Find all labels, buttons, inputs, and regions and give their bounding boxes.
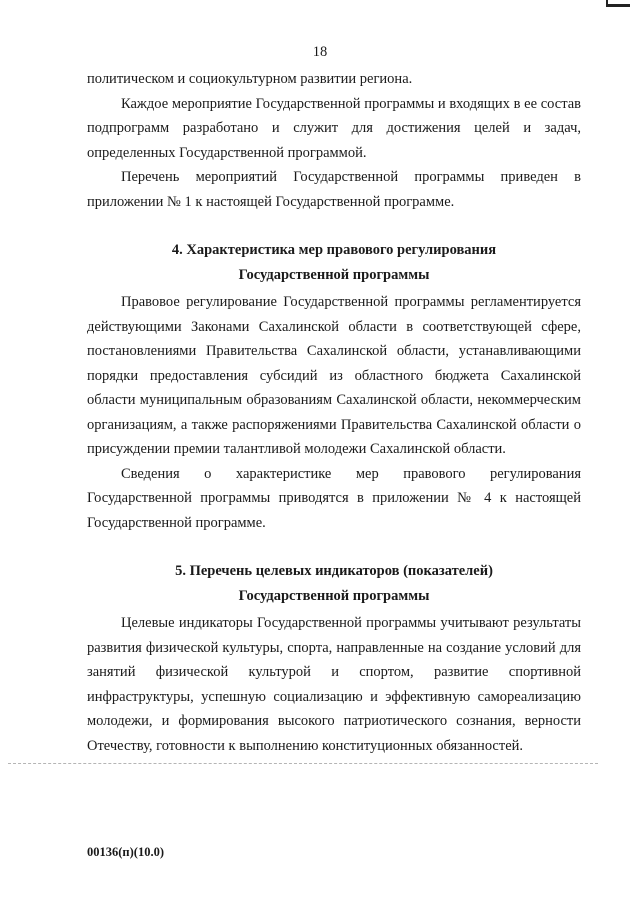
section-5-paragraph-indicators: Целевые индикаторы Государственной программы учитывают результаты развития физической культуры, спорта, направленные на создание условий для занятий физической культурой и спортом, развитие спортивной инфраструктуры, успешную социализацию и эффективную самореализацию молодежи, и формирования высокого патриотического сознания, верности Отечеству, готовности к выполнению конституционных обязанностей. <box>87 615 581 754</box>
section-5-title-line1: 5. Перечень целевых индикаторов (показателей) <box>175 563 493 579</box>
paragraph-continuation: политическом и социокультурном развитии региона. <box>87 71 413 87</box>
section-4-title-line1: 4. Характеристика мер правового регулирования <box>171 242 497 258</box>
section-4 <box>87 238 581 535</box>
page-corner-mark <box>606 0 630 7</box>
document-code: 00136(п)(10.0) <box>87 845 164 859</box>
section-5-title-line2: Государственной программы <box>238 587 430 604</box>
paragraph-activities: Каждое мероприятие Государственной программы и входящих в ее состав подпрограмм разработано и служит для достижения целей и задач, определенных Государственной программой. <box>87 95 581 161</box>
section-4-title-line2: Государственной программы <box>238 266 430 283</box>
section-5 <box>87 559 581 758</box>
scan-artifact-line <box>8 763 598 764</box>
document-body <box>87 67 581 758</box>
page-number: 18 <box>312 44 328 60</box>
section-4-paragraph-appendix: Сведения о характеристике мер правового регулирования Государственной программы приводятся в приложении № 4 к настоящей Государственной программе. <box>87 465 581 531</box>
paragraph-activities-list: Перечень мероприятий Государственной программы приведен в приложении № 1 к настоящей Государственной программе. <box>87 169 581 210</box>
section-4-paragraph-regulation: Правовое регулирование Государственной программы регламентируется действующими Законами Сахалинской области в соответствующей сфере, постановлениями Правительства Сахалинской области, устанавливающими порядки предоставления субсидий из областного бюджета Сахалинской области муниципальным образованиям Сахалинской области, некоммерческим организациям, а также распоряжениями Правительства Сахалинской области о присуждении премии талантливой молодежи Сахалинской области. <box>87 294 581 457</box>
